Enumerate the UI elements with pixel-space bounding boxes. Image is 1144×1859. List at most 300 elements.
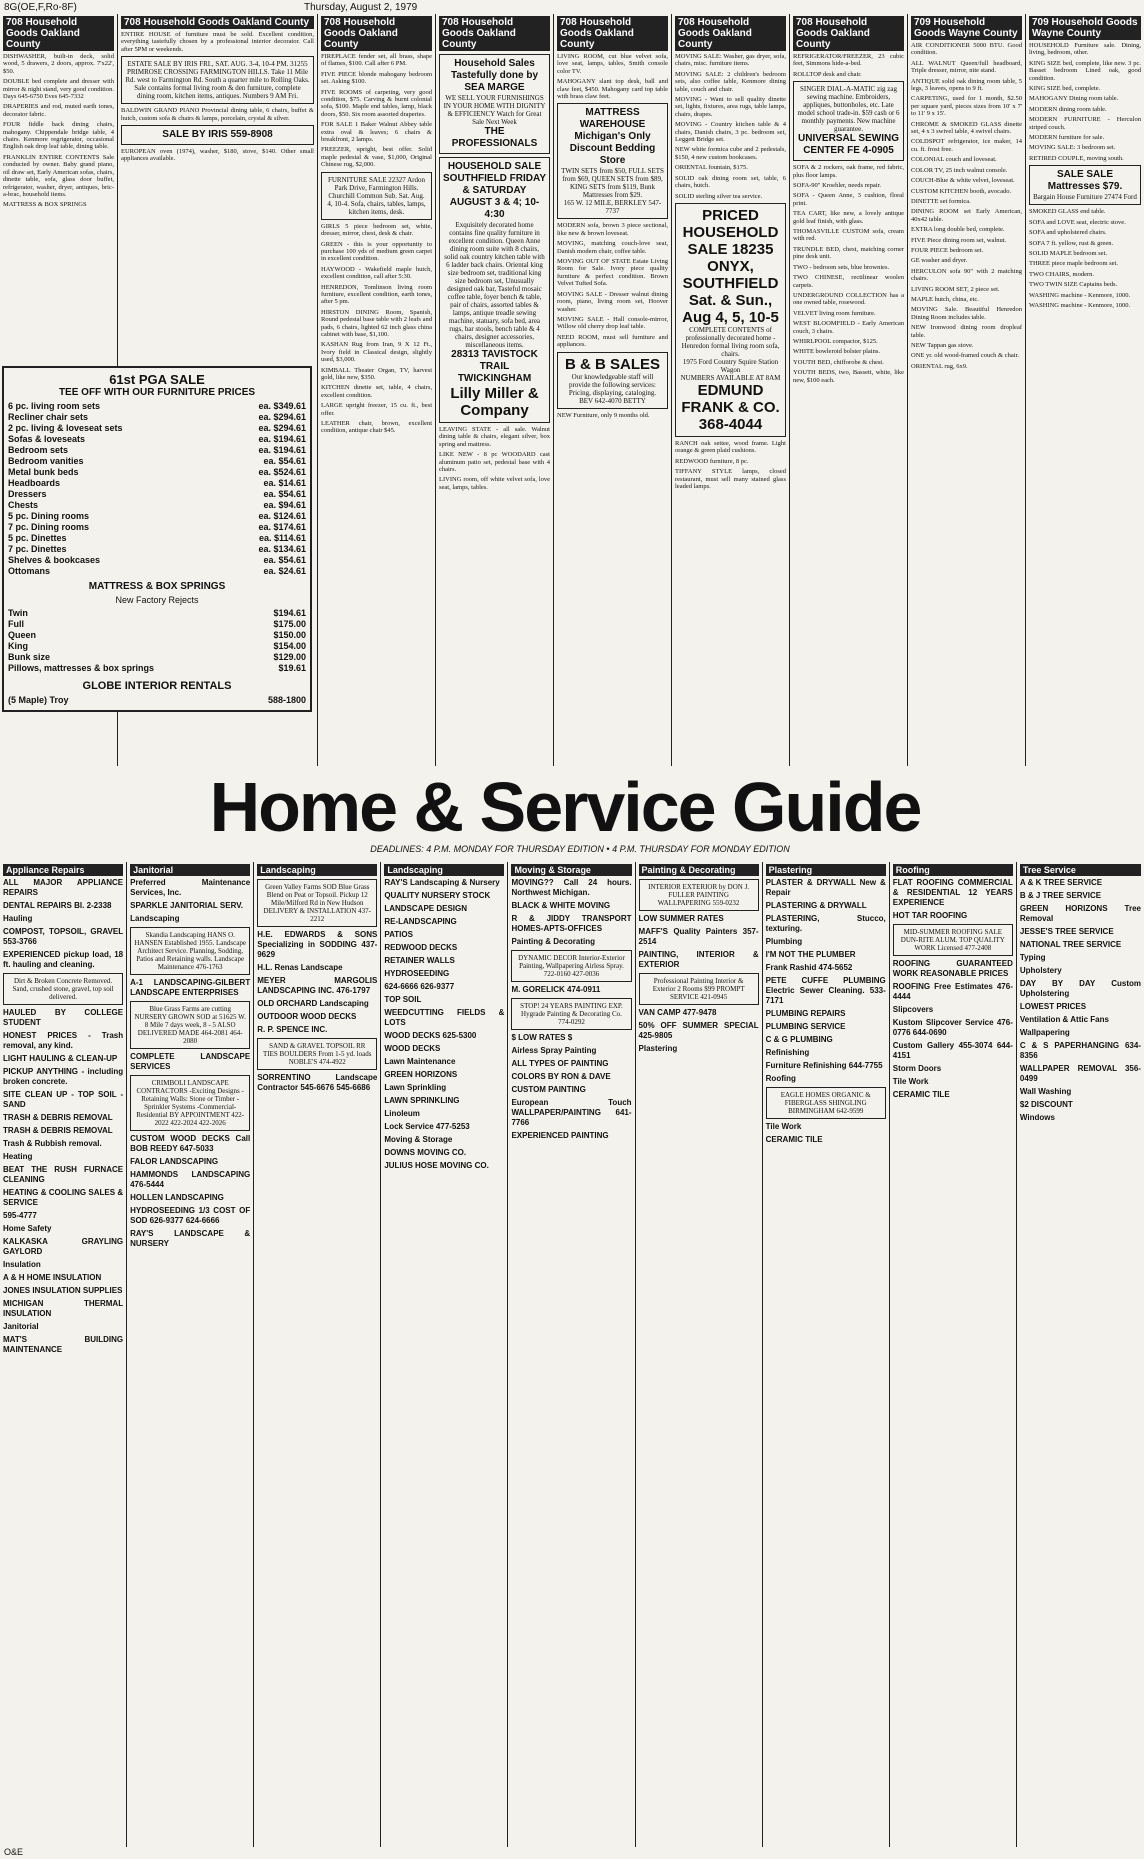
item-label: Shelves & bookcases [8,555,101,565]
classified-ad: MOVING SALE - Hall console-mirror, Willow old cherry drop leaf table. [557,315,668,331]
item-label: Chests [8,500,39,510]
service-ad [257,1025,377,1035]
classified-ad: MOVING - Want to sell quality dinette set, lights, fixtures, area rugs, table lamps, chairs, drapes. [675,96,786,118]
service-ad-text: Blue Grass Farms are cutting NURSERY GROWN SOD at 51625 W. 8 Mile 7 days week, 8 - 5 ALSO DELIVERED MADE 464-2081 464-2080 [134,1005,246,1045]
service-ad-text: ALL MAJOR APPLIANCE REPAIRS [3,878,124,897]
item-price: $194.61 [273,608,306,618]
service-ad-text: Trash & Rubbish removal. [3,1139,102,1148]
classified-ad: TIFFANY STYLE lamps, closed restaurant, must sell many stained glass leaded lamps. [675,468,786,490]
service-ad-text: 50% OFF SUMMER SPECIAL 425-9805 [638,1021,759,1040]
classified-ad: SOLID MAPLE bedroom set. [1029,249,1107,257]
service-ad [384,982,504,992]
service-ad-text: JESSE'S TREE SERVICE [1019,927,1114,936]
pga-subtitle: TEE OFF WITH OUR FURNITURE PRICES [58,387,256,398]
item-price: ea. $294.61 [258,412,306,422]
ad-text: COMPLETE CONTENTS of professionally decorated home - Henredon formal living room sofa, chairs. [681,325,780,358]
service-ad-text: NATIONAL TREE SERVICE [1019,940,1122,949]
service-ad-text: ROOFING Free Estimates 476-4444 [892,982,1013,1001]
service-ad [384,1148,504,1158]
service-ad [384,969,504,979]
price-row [8,478,306,489]
item-label: Sofas & loveseats [8,434,86,444]
service-ad-text: Refinishing [765,1048,810,1057]
classified-ad: COLDSPOT refrigerator, ice maker, 14 cu. ft. frost free. [911,138,1022,153]
mattress-warehouse-ad [557,103,668,219]
column-header: 708 Household Goods Oakland County [675,16,786,51]
service-ad [893,1077,1013,1087]
service-ad [130,1001,250,1049]
classified-ad: VELVET living room furniture. [793,309,876,317]
classified-ad: GREEN - this is your opportunity to purchase 100 yds of medium green carpet in excellent condition. [321,240,432,263]
service-ad [511,1059,631,1069]
item-label: Full [8,619,24,629]
classified-ad: HAYWOOD - Wakefield maple hutch, excellent condition, call after 5:30. [321,265,432,281]
service-ad [893,982,1013,1002]
classified-ad: CUSTOM KITCHEN booth, avocado. [911,187,1012,195]
classified-ad: MOVING - Country kitchen table & 4 chairs, Danish chairs, 3 pc. bedroom set, Leggett Bridge set. [675,121,786,144]
item-price: ea. $524.61 [258,467,306,477]
service-ad-text: INTERIOR EXTERIOR by DON J. FULLER PAINTING WALLPAPERING 559-0232 [648,883,750,907]
service-ad-text: LANDSCAPE DESIGN [384,904,468,913]
pga-section-title: MATTRESS & BOX SPRINGS [88,581,226,592]
price-row [8,533,306,544]
service-ad-text: EXPERIENCED PAINTING [511,1131,609,1140]
item-price: ea. $54.61 [263,456,306,466]
item-label: Recliner chair sets [8,412,89,422]
service-ad-text: European Touch WALLPAPER/PAINTING 641-7766 [511,1098,632,1127]
item-price: ea. $174.61 [258,522,306,532]
service-ad [3,1286,123,1296]
service-ad [1020,1041,1141,1061]
service-ad [130,914,250,924]
service-ad [511,998,631,1030]
classified-ad: EUROPEAN oven (1974), washer, $180, stove, $140. Other small appliances available. [121,148,314,163]
service-ad-text: REDWOOD DECKS [384,943,458,952]
service-guide-column [636,862,763,1847]
service-ad-text: ALL TYPES OF PAINTING [511,1059,609,1068]
service-ad [1020,1064,1141,1084]
service-guide-column [254,862,381,1847]
service-ad-text: WOOD DECKS [384,1044,441,1053]
service-ad-text: MOVING?? Call 24 hours. Northwest Michigan. [511,878,632,897]
ad-address: 28313 TAVISTOCK TRAIL TWICKINGHAM [451,349,538,384]
service-ad [3,1139,123,1149]
service-ad [130,1157,250,1167]
service-ad-text: Preferred Maintenance Services, Inc. [130,878,251,897]
item-price: $129.00 [273,652,306,662]
service-category-header: Plastering [766,864,886,876]
classified-ad: NEW Furniture, only 9 months old. [557,411,650,419]
ad-headline: B & B SALES [564,355,660,373]
classified-ad: EXTRA long double bed, complete. [911,226,1005,234]
classified-ad: TEA CART, like new, a lovely antique gold leaf finish, with glass. [793,210,904,225]
service-ad [384,917,504,927]
service-ad [511,901,631,911]
price-row [8,489,306,500]
service-ad [384,878,504,888]
item-label: 6 pc. living room sets [8,401,101,411]
service-ad [893,1041,1013,1061]
service-ad-text: A & K TREE SERVICE [1019,878,1103,887]
service-ad [257,999,377,1009]
service-ad-text: RAY'S LANDSCAPE & NURSERY [130,1229,251,1248]
service-ad-text: MICHIGAN THERMAL INSULATION [3,1299,124,1318]
service-ad [1020,1113,1141,1123]
service-ad-text: Dirt & Broken Concrete Removed. Sand, crushed stone, gravel, top soil delivered. [12,977,114,1001]
service-ad [511,1131,631,1141]
classified-column [908,14,1026,766]
service-ad [639,1008,759,1018]
classified-ad: FOR SALE 1 Baker Walnut Abbey table extra oval & leaves; 6 chairs & breakfront, 2 lamps. [321,121,432,144]
classified-ad: TWO CHINESE, rectilinear woolen carpets. [793,274,904,289]
service-ad-text: FLAT ROOFING COMMERCIAL & RESIDENTIAL 12 YEARS EXPERIENCE [892,878,1013,907]
classified-ad: KIMBALL Theater Organ, TV, harvest gold, like new, $350. [321,366,432,381]
service-ad [893,1090,1013,1100]
classified-column [554,14,672,766]
service-ad-text: C & G PLUMBING [765,1035,833,1044]
service-ad [1020,940,1141,950]
price-row [8,630,306,641]
service-ad [766,1009,886,1019]
service-ad-text: $ LOW RATES $ [511,1033,573,1042]
service-ad-text: BLACK & WHITE MOVING [511,901,611,910]
service-ad [3,1031,123,1051]
ad-phone: BEV 642-4070 BETTY [579,396,646,405]
service-ad-text: RE-LANDSCAPING [384,917,457,926]
service-ad-text: Skandia Landscaping HANS O. HANSEN Established 1955. Landscape Architect Service. Planning, Sodding, Patios and Retaining walls. Landscape Maintenance 476-1763 [134,931,246,971]
classified-ad: SOFA-90" Kroehler, needs repair. [793,182,882,190]
classified-ad: SOFA 7 ft. yellow, rust & green. [1029,239,1114,247]
service-ad-text: A-1 LANDSCAPING-GILBERT LANDSCAPE ENTERPRISES [130,978,251,997]
service-ad [257,879,377,927]
service-ad-text: Kustom Slipcover Service 476-0776 644-0690 [892,1018,1013,1037]
item-price: ea. $194.61 [258,434,306,444]
classified-ad: ALL WALNUT Queen/full headboard, Triple dresser, mirror, nite stand. [911,59,1022,75]
service-ad-text: C & S PAPERHANGING 634-8356 [1019,1041,1141,1060]
service-ad-text: Heating [3,1152,33,1161]
service-ad-text: DOWNS MOVING CO. [384,1148,467,1157]
service-ad-text: LOWEST PRICES [1019,1002,1087,1011]
service-ad-text: COLORS BY RON & DAVE [511,1072,611,1081]
classified-column [1026,14,1144,766]
item-label: Bunk size [8,652,51,662]
sale-sale-ad [1029,165,1141,205]
service-ad [257,963,377,973]
service-category-header: Landscaping [257,864,377,876]
classified-ad: WHIRLPOOL compactor, $125. [793,337,878,345]
item-label: 7 pc. Dining rooms [8,522,90,532]
service-category-header: Janitorial [130,864,250,876]
service-ad [257,930,377,960]
service-ad [3,1152,123,1162]
classified-ad: SMOKED GLASS end table. [1029,208,1106,216]
classified-ad: TRUNDLE BED, chest, matching corner pine desk unit. [793,245,904,261]
service-guide-column [127,862,254,1847]
service-ad [384,1008,504,1028]
item-label: 2 pc. living & loveseat sets [8,423,123,433]
service-ad-text: QUALITY NURSERY STOCK [384,891,491,900]
service-ad [639,950,759,970]
classified-ad: FIVE PIECE blonde mahogany bedroom set. Asking $100. [321,70,432,86]
service-ad-text: Lawn Sprinkling [384,1083,447,1092]
service-category-header: Painting & Decorating [639,864,759,876]
service-ad-text: OUTDOOR WOOD DECKS [257,1012,357,1021]
price-row [8,652,306,663]
classified-ad: MODERN sofa, brown 3 piece sectional, like new & brown loveseat. [557,222,668,237]
classified-ad: MAHOGANY slant top desk, ball and claw feet, $450. Mahogany card top table with brass claw feet. [557,78,668,101]
service-ad [384,1109,504,1119]
pga-store-contact [8,695,306,706]
service-ad [384,891,504,901]
service-ad [1020,878,1141,888]
service-ad [511,1033,631,1043]
service-ad-text: PICKUP ANYTHING - including broken concrete. [3,1067,124,1086]
classified-ad: ENTIRE HOUSE of furniture must be sold. Excellent condition, everything tastefully chosen by a professional interior decorator. Call after 5PM or weekends. [121,31,314,53]
classified-ad: MOVING SALE: 3 bedroom set. [1029,144,1116,152]
page-footer: O&E [4,1847,24,1857]
service-ad-text: PLASTER & DRYWALL New & Repair [765,878,886,897]
service-ad [3,901,123,911]
service-ad-text: PATIOS [384,930,413,939]
classified-ad: LEAVING STATE - all sale. Walnut dining table & chairs, elegant silver, box spring and mattress. [439,426,550,448]
service-ad-text: OLD ORCHARD Landscaping [257,999,369,1008]
classified-ad: HERCULON sofa 90" with 2 matching chairs. [911,267,1022,283]
item-price: ea. $24.61 [263,566,306,576]
classified-ad: SOFA & 2 rockers, oak frame, red fabric, plus floor lamps. [793,164,904,179]
item-label: Queen [8,630,37,640]
ad-text: TWIN SETS from $50, FULL SETS from $69, QUEEN SETS from $89, KING SETS from $119, Bunk Mattresses from $29. [561,167,664,200]
service-ad-text: RETAINER WALLS [384,956,455,965]
service-ad [1020,1015,1141,1025]
service-ad [3,950,123,970]
service-ad-text: $2 DISCOUNT [1019,1100,1073,1109]
service-ad [511,985,631,995]
item-label: 5 pc. Dining rooms [8,511,90,521]
column-header: 709 Household Goods Wayne County [911,16,1022,40]
service-ad [1020,1100,1141,1110]
classified-ad: KASHAN Rug from Iran, 9 X 12 Ft., Ivory field in Classical design, slightly used, $3,000. [321,341,432,364]
service-ad-text: HAULED BY COLLEGE STUDENT [3,1008,124,1027]
service-ad [3,1211,123,1221]
ad-text: WE SELL YOUR FURNISHINGS IN YOUR HOME WITH DIGNITY & EFFICIENCY Watch for Great Sale Next Week [443,94,546,126]
classified-ad: TWO TWIN SIZE Captains beds. [1029,281,1118,289]
service-ad-text: Home Safety [3,1224,52,1233]
classified-ad: NEED ROOM, must sell furniture and appliances. [557,333,668,349]
item-price: $175.00 [273,619,306,629]
classified-ad: LIVING ROOM SET, 2 piece set. [911,285,1000,293]
classified-ad: FRANKLIN ENTIRE CONTENTS Sale conducted by owner. Baby grand piano, oil draw set, Early American sofas, chairs, dinette table, sofa, glass door buffet, refrigerator, washer, dryer, antiques, bric-a-brac, household items. [3,153,114,198]
service-ad [1020,953,1141,963]
classified-ad: YOUTH BEDS, two, Bassett, white, like new, $100 each. [793,369,904,384]
price-row [8,434,306,445]
column-header: 708 Household Goods Oakland County [557,16,668,51]
pga-price-list [8,401,306,577]
classified-ad: YOUTH BED, chifforobe & chest. [793,358,884,366]
service-ad [384,1096,504,1106]
service-ad [3,1260,123,1270]
item-label: Bedroom vanities [8,456,84,466]
price-row [8,522,306,533]
classified-ad: TWO CHAIRS, modern. [1029,270,1094,278]
service-category-header: Landscaping [384,864,504,876]
service-guide-column [763,862,890,1847]
classified-ad: MODERN dining room table. [1029,105,1107,113]
classified-ad: ORIENTAL rug, 6x9. [911,362,968,370]
ad-text: SINGER DIAL-A-MATIC zig zag sewing machine. Embroiders, appliques, buttonholes, etc. Late model school trade-in. $59 cash or 6 monthly payments. New machine guarantee. [797,85,900,134]
classified-ad: RANCH oak settee, wood frame. Light orange & green plaid cushions. [675,439,786,455]
service-ad [639,927,759,947]
service-ad-text: B & J TREE SERVICE [1019,891,1102,900]
service-ad [639,1044,759,1054]
service-ad-text: HOLLEN LANDSCAPING [130,1193,224,1202]
classified-ad: THOMASVILLE CUSTOM sofa, cream with red. [793,228,904,243]
classified-ad: DINETTE set formica. [911,197,971,205]
service-ad-text: Janitorial [3,1322,39,1331]
service-ad-text: HONEST PRICES - Trash removal, any kind. [3,1031,124,1050]
service-ad [130,927,250,975]
service-ad [1020,1028,1141,1038]
pga-store-phone: 588-1800 [267,695,306,705]
classified-ad: NEW white formica cube and 2 pedestals, $150, 4 new custom bookcases. [675,146,786,161]
item-price: $19.61 [278,663,306,673]
service-ad-text: MAFF'S Quality Painters 357-2514 [638,927,759,946]
classified-ad: GIRLS 5 piece bedroom set, white, dresser, mirror, chest, desk & chair. [321,222,432,238]
service-ad [766,901,886,911]
service-ad-text: GREEN HORIZONS Tree Removal [1019,904,1141,923]
service-guide-section [0,862,1144,1847]
classified-ad: COLONIAL couch and loveseat. [911,156,997,164]
classified-ad: LIVING ROOM, cut blue velvet sofa, love seat, lamps, tables, Smith console color TV. [557,53,668,75]
service-ad-text: Airless Spray Painting [511,1046,597,1055]
service-ad-text: R & JIDDY TRANSPORT HOMES-APTS-OFFICES [511,914,632,933]
item-label: Headboards [8,478,61,488]
ad-company: Lilly Miller & Company [450,385,539,419]
service-ad-text: CUSTOM WOOD DECKS Call BOB REEDY 647-5033 [130,1134,251,1153]
service-ad-text: CERAMIC TILE [765,1135,823,1144]
service-ad [893,1005,1013,1015]
service-ad-text: HEATING & COOLING SALES & SERVICE [3,1188,124,1207]
classified-ad: WEST BLOOMFIELD - Early American couch, 3 chairs. [793,320,904,335]
service-ad [384,995,504,1005]
item-price: $150.00 [273,630,306,640]
service-ad-text: GREEN HORIZONS [384,1070,458,1079]
item-price: ea. $94.61 [263,500,306,510]
service-ad-text: COMPLETE LANDSCAPE SERVICES [130,1052,251,1071]
item-label: Dressers [8,489,47,499]
service-ad-text: Moving & Storage [384,1135,453,1144]
service-ad [1020,927,1141,937]
classified-ad: DISHWASHER, built-in deck, solid wood, 5 drawers, 2 doors, approx. 7'x22', $50. [3,53,114,75]
item-price: ea. $349.61 [258,401,306,411]
classified-ad: GE washer and dryer. [911,257,968,265]
household-sale-ad [439,157,550,423]
service-ad-text: TRASH & DEBRIS REMOVAL [3,1113,113,1122]
classified-ad: BALDWIN GRAND PIANO Provincial dining table, 6 chairs, buffet & hutch, custom sofa & chairs & lamps, porcelain, crystal & silver. [121,107,314,122]
service-ad [384,956,504,966]
item-price: ea. $54.61 [263,489,306,499]
column-header: 708 Household Goods Oakland County [321,16,432,51]
service-ad [1020,891,1141,901]
service-ad [384,1057,504,1067]
service-ad [1020,966,1141,976]
service-ad-text: R. P. SPENCE INC. [257,1025,328,1034]
service-ad [3,1188,123,1208]
classified-column [672,14,790,766]
service-guide-column [0,862,127,1847]
service-ad [766,1048,886,1058]
item-price: ea. $294.61 [258,423,306,433]
service-ad [3,1335,123,1355]
classified-ad: KITCHEN dinette set, table, 4 chairs, excellent condition. [321,384,432,399]
service-ad-text: STOP! 24 YEARS PAINTING EXP. Hygrade Painting & Decorating Co. 774-0292 [520,1002,623,1026]
classified-ad: THREE piece maple bedroom set. [1029,260,1118,268]
dateline [4,2,1140,14]
service-ad-text: SITE CLEAN UP - TOP SOIL - SAND [3,1090,124,1109]
service-ad-text: Frank Rashid 474-5652 [765,963,853,972]
service-ad [384,1135,504,1145]
service-ad [511,1098,631,1128]
classified-ad: CHROME & SMOKED GLASS dinette set, 4 x 3 swivel table, 4 swivel chairs. [911,120,1022,136]
ad-text: ESTATE SALE BY IRIS FRI., SAT. AUG. 3-4, 10-4 PM. 31255 PRIMROSE CROSSING FARMINGTON HILLS. Take 11 Mile Rd. west to Farmington Rd. South a quarter mile to Rolling Oaks. Sale contains formal living room & den furniture, complete dining room, kitchen items, antiques. Numbers 9 AM Fri. [125,60,310,101]
service-ad-text: A & H HOME INSULATION [3,1273,102,1282]
classified-ad: LEATHER chair, brown, excellent condition, antique chair $45. [321,420,432,435]
service-ad-text: MEYER MARGOLIS LANDSCAPING INC. 476-1797 [257,976,378,995]
household-sales-ad [439,54,550,154]
service-ad-text: JULIUS HOSE MOVING CO. [384,1161,489,1170]
service-ad-text: Tile Work [765,1122,802,1131]
ad-company: EDMUND FRANK & CO. 368-4044 [681,381,780,433]
classified-ad: HIRSTON DINING Room, Spanish, Round pedestal base table with 2 leafs and pads, 6 chairs, lighted 62 inch glass china cabinet with base, $1,100. [321,308,432,338]
service-ad-text: EXPERIENCED pickup load, 18 ft. hauling and cleaning. [3,950,124,969]
classified-ad: KING SIZE bed, complete. [1029,85,1101,93]
column-header: 708 Household Goods Oakland County [121,16,314,29]
pga-price-list-2 [8,608,306,674]
price-row [8,555,306,566]
issue-date: Thursday, August 2, 1979 [304,2,418,13]
service-ad-text: Plumbing [765,937,803,946]
service-ad-text: Landscaping [130,914,180,923]
item-price: ea. $14.61 [263,478,306,488]
service-ad-text: Linoleum [384,1109,420,1118]
service-ad-text: LAWN SPRINKLING [384,1096,460,1105]
service-category-header: Tree Service [1020,864,1141,876]
price-row [8,456,306,467]
service-ad [257,1038,377,1070]
service-ad [511,878,631,898]
item-price: $154.00 [273,641,306,651]
service-ad-text: TRASH & DEBRIS REMOVAL [3,1126,113,1135]
service-ad [511,950,631,982]
classified-ad: LIVING room, off white velvet sofa, love seat, lamps, tables. [439,476,550,491]
classified-ad: LARGE upright freezer, 15 cu. ft., best offer. [321,402,432,417]
item-price: ea. $54.61 [263,555,306,565]
service-ad-text: Insulation [3,1260,41,1269]
service-guide-column [890,862,1017,1847]
ad-text: 1975 Ford Country Squire Station Wagon [682,357,779,374]
service-ad [893,959,1013,979]
service-ad-text: CUSTOM PAINTING [511,1085,586,1094]
service-ad [766,963,886,973]
ad-headline: HOUSEHOLD SALE SOUTHFIELD FRIDAY & SATURDAY AUGUST 3 & 4; 10-4:30 [443,161,546,220]
service-ad [511,1046,631,1056]
classified-ad: MAHOGANY Dining room table. [1029,95,1119,103]
service-ad-text: JONES INSULATION SUPPLIES [3,1286,123,1295]
price-row [8,619,306,630]
service-ad-text: COMPOST, TOPSOIL, GRAVEL 553-3766 [3,927,124,946]
service-ad-text: Ventilation & Attic Fans [1019,1015,1109,1024]
ad-phone: SALE BY IRIS 559-8908 [162,129,273,141]
service-ad [766,1122,886,1132]
